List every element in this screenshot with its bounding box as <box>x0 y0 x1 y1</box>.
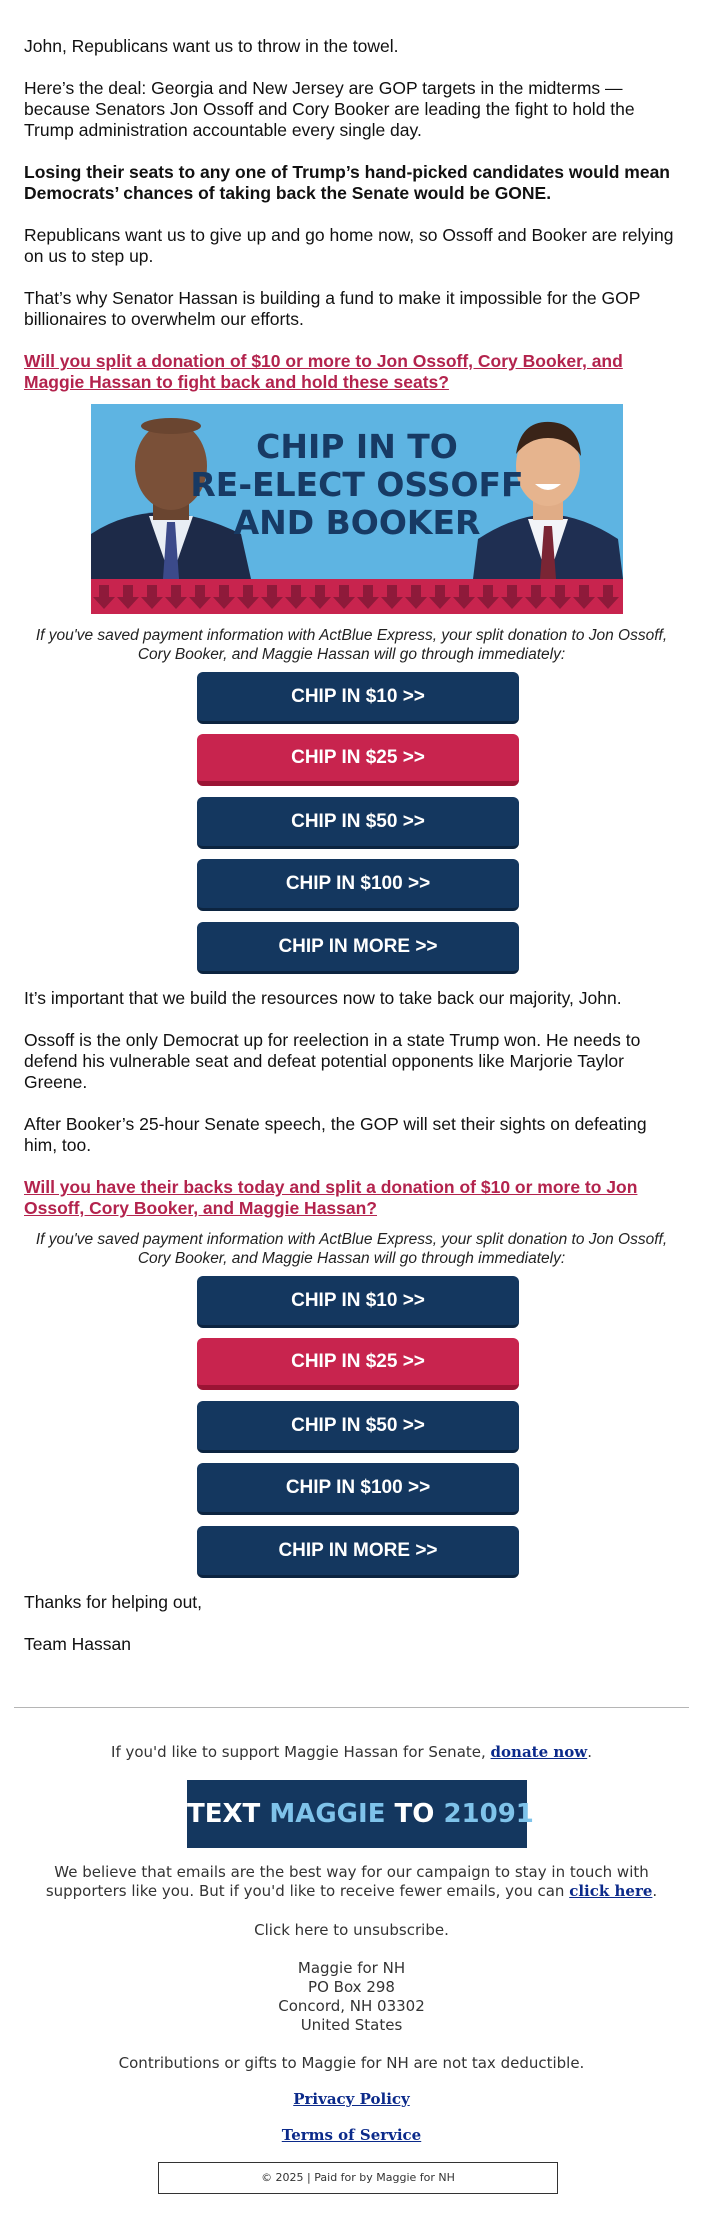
chip-in-more-button-2[interactable]: CHIP IN MORE >> <box>197 1526 519 1578</box>
footer-divider <box>14 1707 689 1708</box>
chip-in-10-button-1[interactable]: CHIP IN $10 >> <box>197 672 519 724</box>
paragraph-3-wrap <box>24 162 679 204</box>
terms-of-service-link[interactable]: Terms of Service <box>281 2126 422 2144</box>
ask-1-wrap <box>0 351 703 393</box>
paragraph-5-wrap <box>24 288 679 330</box>
donation-ask-link-1[interactable]: Will you split a donation of $10 or more to Jon Ossoff, Cory Booker, and Maggie Hassan to fight back and hold these seats? <box>24 351 623 392</box>
paragraph-7: Ossoff is the only Democrat up for reelection in a state Trump won. He needs to defend his vulnerable seat and defeat potential opponents like Marjorie Taylor Greene. <box>24 1030 641 1092</box>
chip-in-banner[interactable] <box>91 404 623 614</box>
chip-in-more-button-1[interactable]: CHIP IN MORE >> <box>197 922 519 974</box>
signoff-team: Team Hassan <box>24 1634 131 1654</box>
address-line-3: Concord, NH 03302 <box>278 1997 425 2015</box>
maggie-keyword: MAGGIE <box>269 1799 386 1829</box>
chip-in-100-button-2[interactable]: CHIP IN $100 >> <box>197 1463 519 1515</box>
chip-in-50-button-1[interactable]: CHIP IN $50 >> <box>197 797 519 849</box>
shortcode: 21091 <box>443 1799 534 1829</box>
banner-line-3: AND BOOKER <box>233 503 481 542</box>
fewer-emails-link[interactable]: click here <box>569 1882 653 1900</box>
paragraph-4: Republicans want us to give up and go home now, so Ossoff and Booker are relying on us to step up. <box>24 225 674 266</box>
paragraph-2: Here’s the deal: Georgia and New Jersey are GOP targets in the midterms — because Senators Jon Ossoff and Cory Booker are leading the fight to hold the Trump administration accountable every single day. <box>24 78 635 140</box>
chip-in-25-button-2[interactable]: CHIP IN $25 >> <box>197 1338 519 1390</box>
paragraph-3-bold: Losing their seats to any one of Trump’s hand-picked candidates would mean Democrats’ chances of taking back the Senate would be GONE. <box>24 162 670 203</box>
text-word: TEXT <box>187 1799 261 1829</box>
support-suffix: . <box>587 1743 592 1761</box>
paragraph-7-wrap <box>24 1030 679 1093</box>
donate-now-link[interactable]: donate now <box>490 1743 588 1761</box>
paragraph-1: John, Republicans want us to throw in the towel. <box>24 36 399 56</box>
tax-disclaimer: Contributions or gifts to Maggie for NH are not tax deductible. <box>118 2054 585 2072</box>
paragraph-8: After Booker’s 25-hour Senate speech, the GOP will set their sights on defeating him, too. <box>24 1114 647 1155</box>
signoff-2-wrap <box>24 1634 679 1655</box>
banner-headline <box>91 428 623 542</box>
unsubscribe-link[interactable]: Click here to unsubscribe. <box>254 1921 449 1939</box>
donation-ask-link-2[interactable]: Will you have their backs today and split a donation of $10 or more to Jon Ossoff, Cory Booker, and Maggie Hassan? <box>24 1177 638 1218</box>
privacy-policy-link[interactable]: Privacy Policy <box>293 2090 410 2108</box>
down-arrows-icon <box>91 579 623 614</box>
banner-line-2: RE-ELECT OSSOFF <box>190 465 524 504</box>
paragraph-6: It’s important that we build the resources now to take back our majority, John. <box>24 988 622 1008</box>
actblue-note-2: If you've saved payment information with ActBlue Express, your split donation to Jon Ossoff, Cory Booker, and Maggie Hassan will go through immediately: <box>35 1231 668 1267</box>
privacy-policy-wrap <box>14 2090 689 2109</box>
chip-in-25-button-1[interactable]: CHIP IN $25 >> <box>197 734 519 786</box>
paragraph-6-wrap <box>24 988 679 1009</box>
fewer-emails-suffix: . <box>652 1882 658 1900</box>
support-line <box>14 1743 689 1762</box>
terms-wrap <box>14 2126 689 2145</box>
paragraph-8-wrap <box>24 1114 679 1156</box>
banner-arrow-strip <box>91 579 623 614</box>
text-maggie-banner[interactable] <box>187 1780 534 1848</box>
paragraph-5: That’s why Senator Hassan is building a fund to make it impossible for the GOP billionaires to overwhelm our efforts. <box>24 288 641 329</box>
actblue-note-1: If you've saved payment information with ActBlue Express, your split donation to Jon Ossoff, Cory Booker, and Maggie Hassan will go through immediately: <box>35 627 668 663</box>
to-word: TO <box>394 1799 435 1829</box>
address-line-4: United States <box>300 2016 403 2034</box>
paid-for-by-box: © 2025 | Paid for by Maggie for NH <box>158 2162 558 2194</box>
ask-2-wrap <box>0 1177 703 1219</box>
paragraph-2-wrap <box>24 78 679 141</box>
signoff-1-wrap <box>24 1592 679 1613</box>
address-line-2: PO Box 298 <box>308 1978 395 1996</box>
support-text: If you'd like to support Maggie Hassan for Senate, <box>111 1743 486 1761</box>
address-line-1: Maggie for NH <box>297 1959 406 1977</box>
greeting-paragraph <box>24 36 679 57</box>
signoff-thanks: Thanks for helping out, <box>24 1592 203 1612</box>
chip-in-10-button-2[interactable]: CHIP IN $10 >> <box>197 1276 519 1328</box>
mailing-address <box>14 1959 689 2035</box>
paragraph-4-wrap <box>24 225 679 267</box>
fewer-emails-text: We believe that emails are the best way for our campaign to stay in touch with supporters like you. But if you'd like to receive fewer emails, you can <box>45 1863 649 1900</box>
chip-in-100-button-1[interactable]: CHIP IN $100 >> <box>197 859 519 911</box>
email-preferences-text <box>14 1863 689 1901</box>
chip-in-50-button-2[interactable]: CHIP IN $50 >> <box>197 1401 519 1453</box>
banner-line-1: CHIP IN TO <box>256 427 458 466</box>
